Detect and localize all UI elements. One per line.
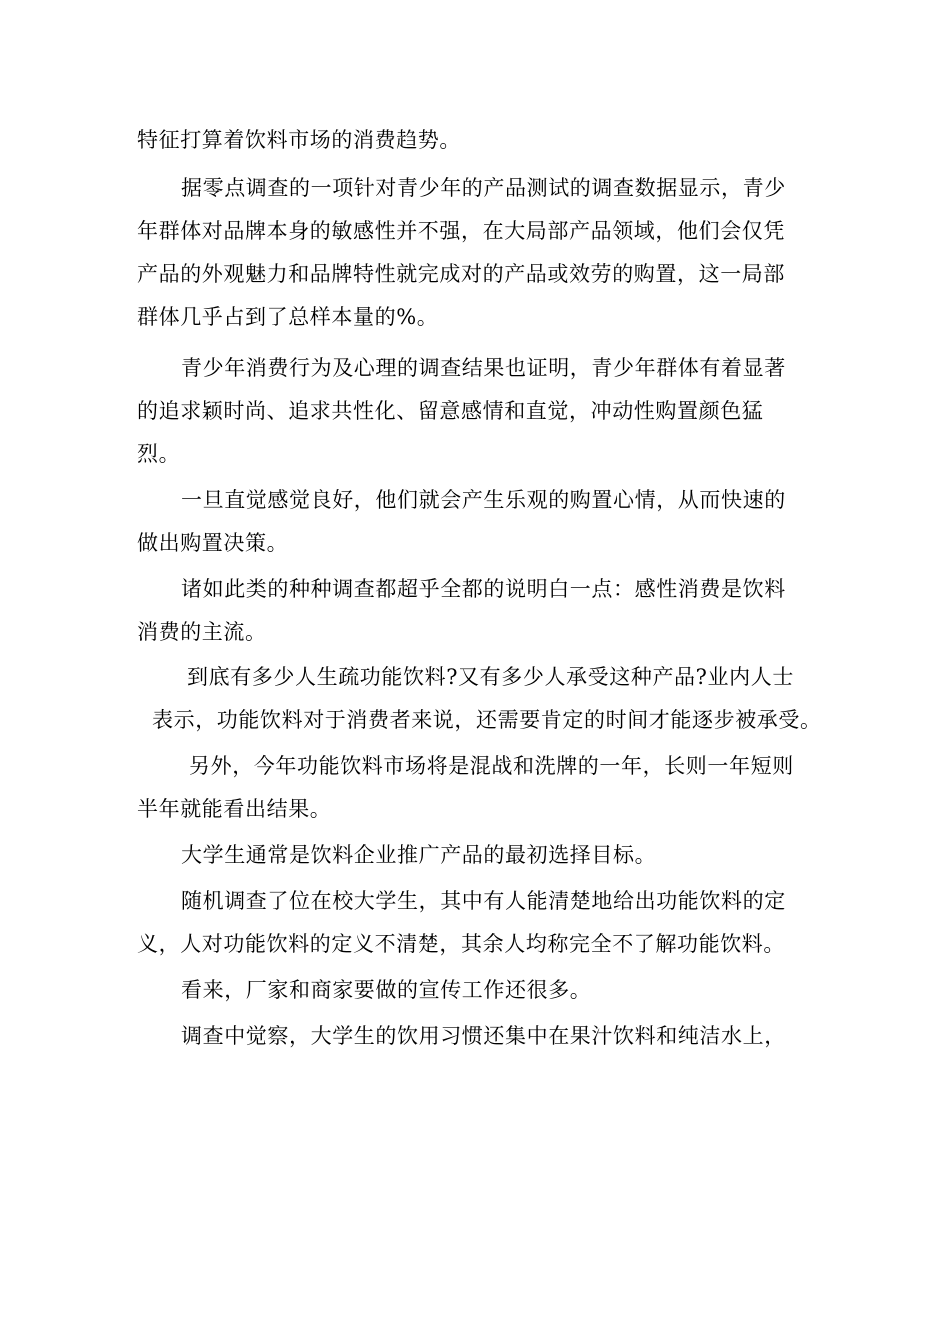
paragraph-line: 诸如此类的种种调查都超乎全都的说明白一点：感性消费是饮料 [181,577,786,601]
paragraph-line: 看来，厂家和商家要做的宣传工作还很多。 [181,978,592,1002]
paragraph-line: 调查中觉察，大学生的饮用习惯还集中在果汁饮料和纯洁水上， [181,1024,786,1048]
paragraph-line: 随机调查了位在校大学生，其中有人能清楚地给出功能饮料的定 [181,889,786,913]
paragraph-line: 消费的主流。 [137,620,267,644]
paragraph-line: 烈。 [137,442,181,466]
paragraph-line: 义，人对功能饮料的定义不清楚，其余人均称完全不了解功能饮料。 [137,932,785,956]
paragraph-line: 特征打算着饮料市场的消费趋势。 [137,128,461,152]
paragraph-line: 据零点调查的一项针对青少年的产品测试的调查数据显示，青少 [181,176,786,200]
paragraph-line: 半年就能看出结果。 [137,797,332,821]
paragraph-line: 的追求颖时尚、追求共性化、留意感情和直觉，冲动性购置颜色猛 [137,399,764,423]
paragraph-line: 年群体对品牌本身的敏感性并不强，在大局部产品领域，他们会仅凭 [137,219,785,243]
paragraph-line: 群体几乎占到了总样本量的%。 [137,305,439,329]
paragraph-line: 做出购置决策。 [137,531,289,555]
paragraph-line: 产品的外观魅力和品牌特性就完成对的产品或效劳的购置，这一局部 [137,262,785,286]
paragraph-line: 表示，功能饮料对于消费者来说，还需要肯定的时间才能逐步被承受。 [152,708,822,732]
paragraph-line: 到底有多少人生疏功能饮料?又有多少人承受这种产品?业内人士 [187,665,794,689]
paragraph-line: 大学生通常是饮料企业推广产品的最初选择目标。 [181,843,657,867]
paragraph-line: 另外，今年功能饮料市场将是混战和洗牌的一年，长则一年短则 [189,754,794,778]
paragraph-line: 青少年消费行为及心理的调查结果也证明，青少年群体有着显著 [181,356,786,380]
paragraph-line: 一旦直觉感觉良好，他们就会产生乐观的购置心情，从而快速的 [181,488,786,512]
